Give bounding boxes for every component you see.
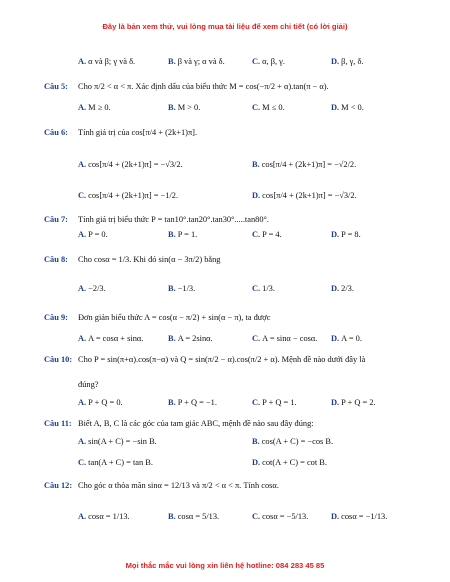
option-b: B. β và γ; α và δ.: [168, 57, 225, 66]
option-c: C. α, β, γ.: [252, 57, 285, 66]
option-d: D. β, γ, δ.: [331, 57, 364, 66]
hotline-banner: Mọi thắc mắc vui lòng xin liên hệ hotline: 084 283 45 85: [125, 561, 325, 570]
option-a: A. α và β; γ và δ.: [78, 57, 136, 66]
preview-banner: Đây là bản xem thử, vui lòng mua tài liệu để xem chi tiết (có lời giải): [102, 22, 348, 31]
